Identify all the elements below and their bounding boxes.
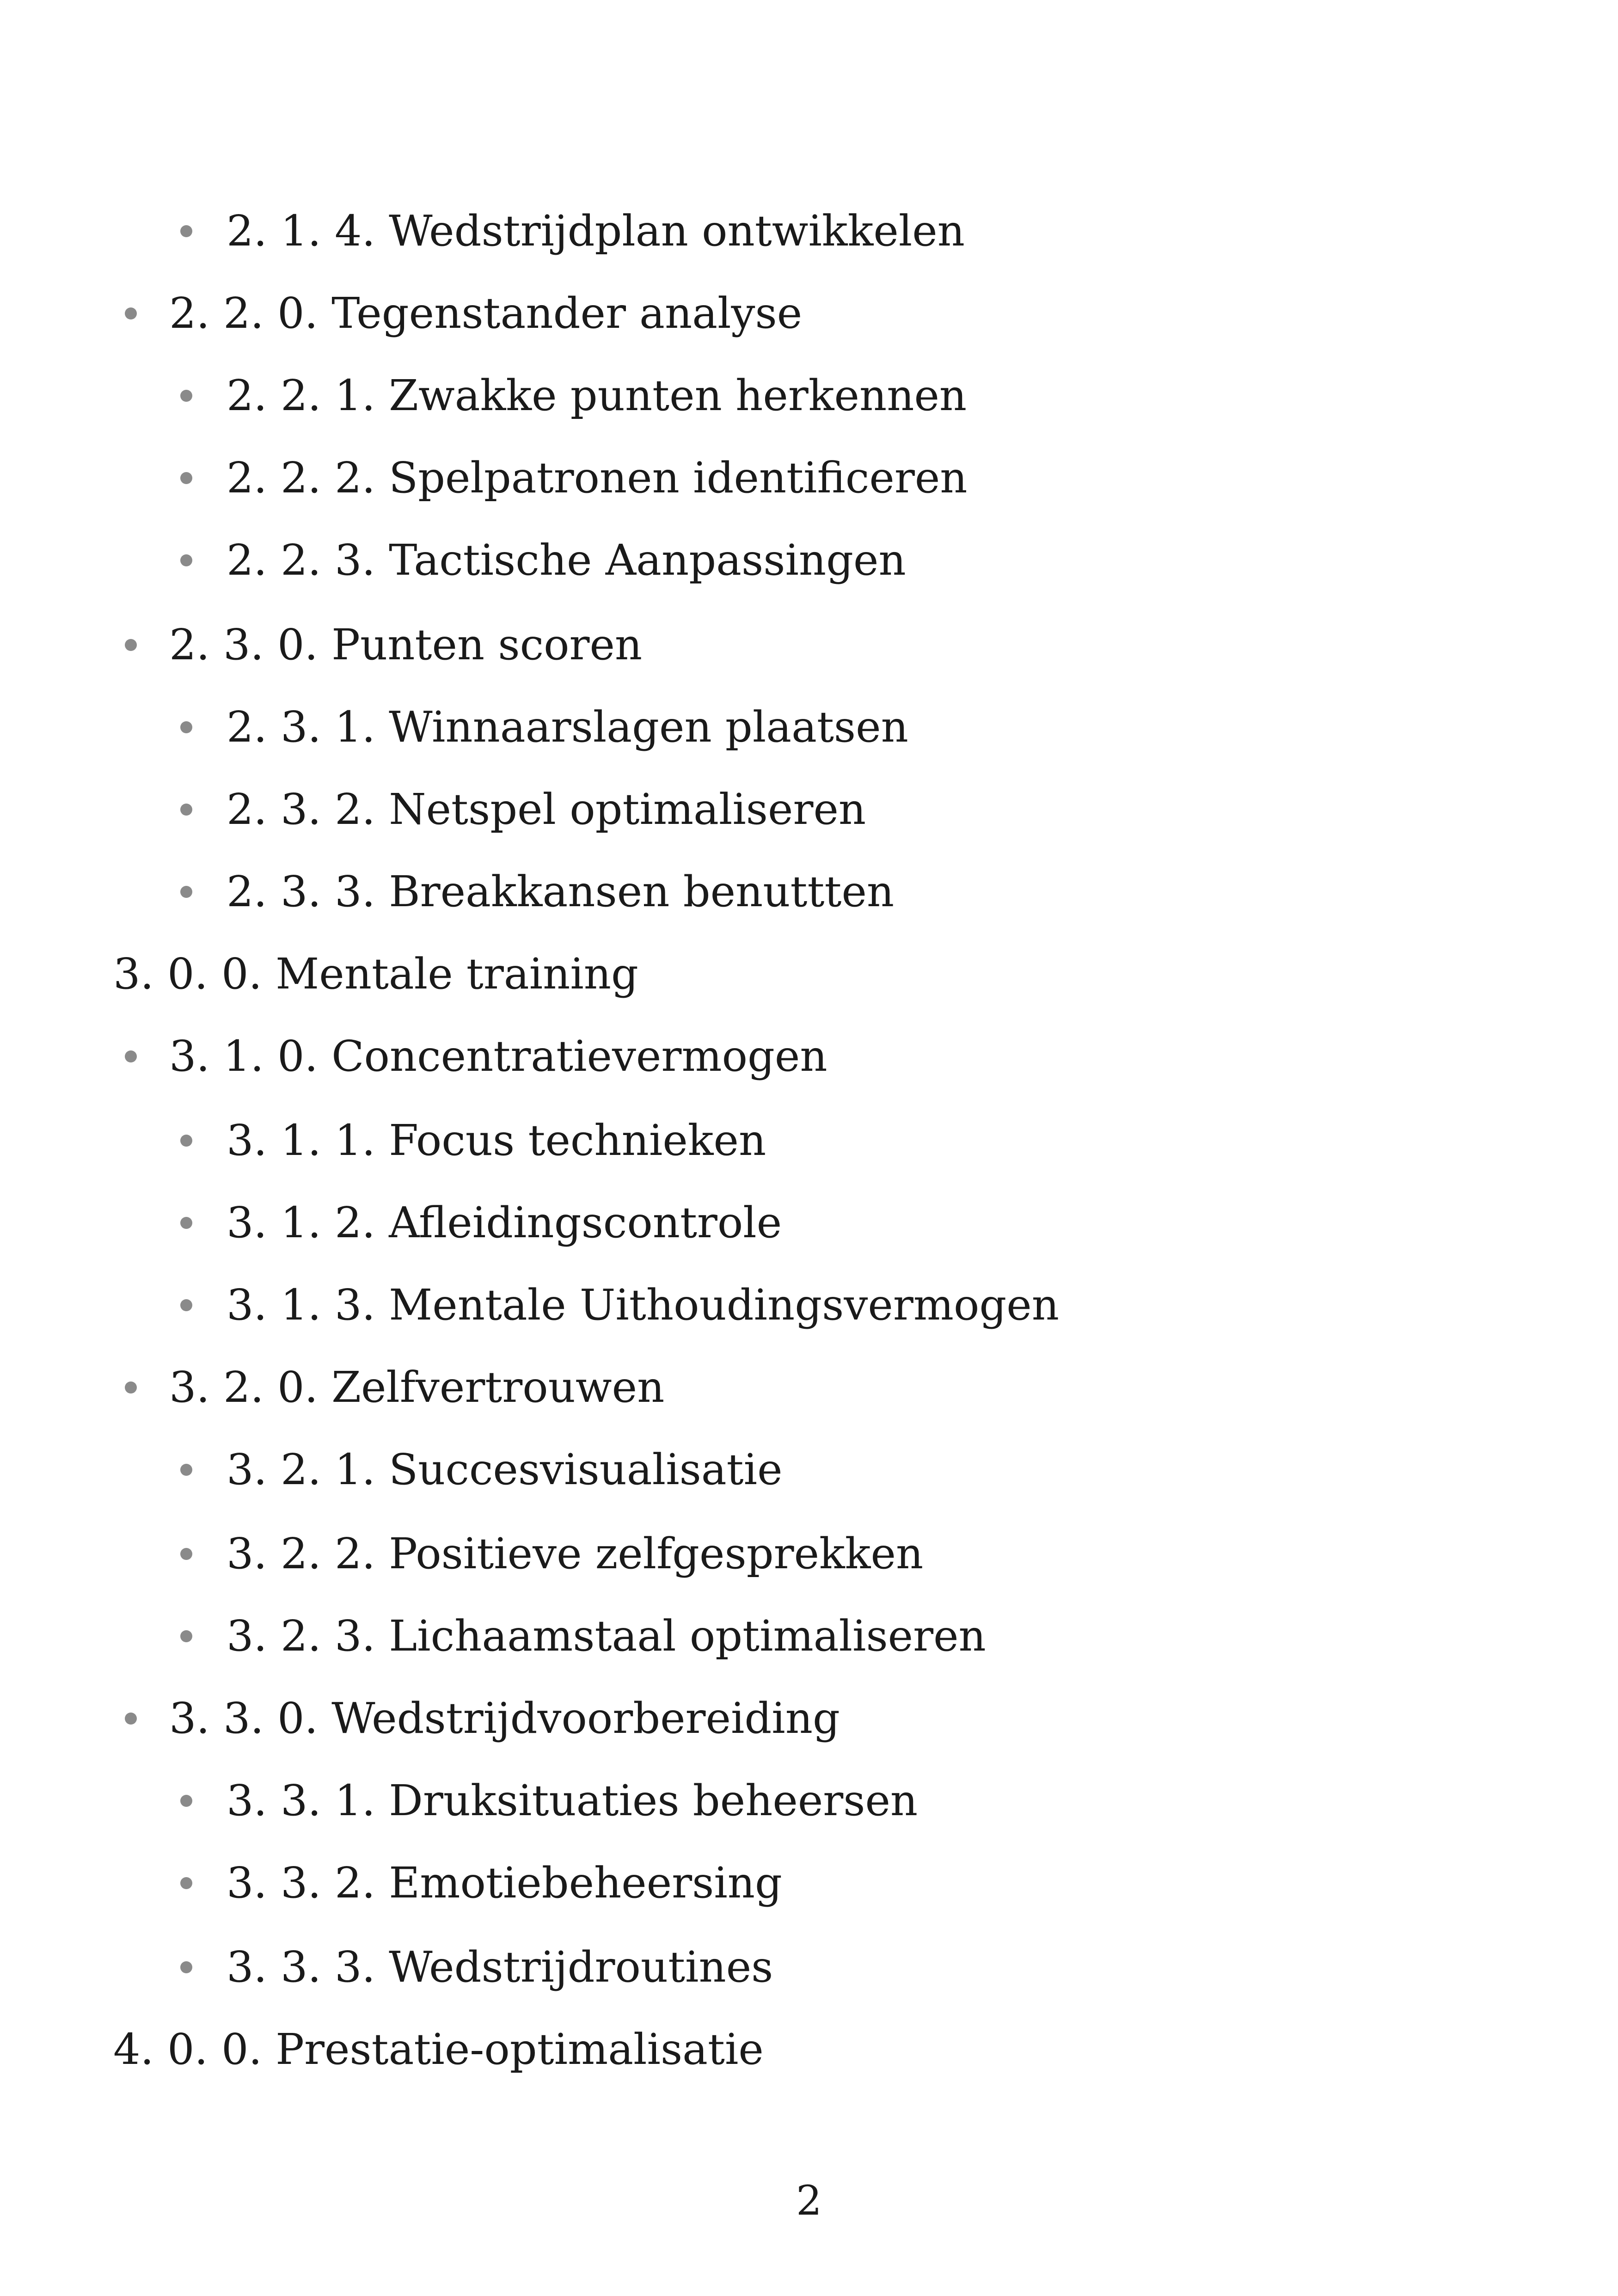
outline-item bbox=[180, 1113, 766, 1168]
outline-item-text: 3. 2. 2. Positieve zelfgesprekken bbox=[227, 1529, 924, 1578]
outline-item-text: 2. 3. 0. Punten scoren bbox=[169, 620, 643, 669]
outline-item bbox=[180, 700, 908, 755]
bullet-icon bbox=[125, 307, 137, 319]
bullet-icon bbox=[180, 1795, 192, 1807]
outline-item bbox=[125, 1360, 664, 1415]
outline-item bbox=[180, 1608, 986, 1664]
outline-item-text: 2. 2. 0. Tegenstander analyse bbox=[169, 289, 803, 338]
outline-item-text: 2. 1. 4. Wedstrijdplan ontwikkelen bbox=[227, 206, 965, 256]
bullet-icon bbox=[180, 225, 192, 237]
outline-item-text: 3. 3. 2. Emotiebeheersing bbox=[227, 1858, 782, 1908]
outline-item bbox=[125, 1029, 827, 1084]
outline-item-text: 2. 2. 3. Tactische Aanpassingen bbox=[227, 535, 906, 585]
bullet-icon bbox=[125, 1381, 137, 1394]
bullet-icon bbox=[180, 1299, 192, 1311]
outline-item-text: 3. 2. 1. Succesvisualisatie bbox=[227, 1445, 783, 1494]
outline-item bbox=[180, 1277, 1059, 1333]
outline-heading bbox=[113, 946, 638, 1002]
page-number: 2 bbox=[796, 2177, 822, 2224]
bullet-icon bbox=[180, 390, 192, 402]
outline-item bbox=[180, 1442, 783, 1498]
outline-item bbox=[125, 1691, 840, 1746]
outline-item bbox=[180, 1526, 923, 1582]
outline-item bbox=[180, 533, 906, 588]
bullet-icon bbox=[180, 1464, 192, 1476]
outline-item-text: 3. 3. 3. Wedstrijdroutines bbox=[227, 1942, 773, 1992]
bullet-icon bbox=[180, 886, 192, 898]
bullet-icon bbox=[180, 721, 192, 733]
outline-item-text: 2. 2. 1. Zwakke punten herkennen bbox=[227, 371, 967, 420]
outline-item-text: 3. 2. 3. Lichaamstaal optimaliseren bbox=[227, 1611, 986, 1661]
outline-item bbox=[125, 617, 642, 673]
outline-item-text: 3. 1. 2. Afleidingscontrole bbox=[227, 1198, 782, 1247]
outline-item-text: 3. 3. 0. Wedstrijdvoorbereiding bbox=[169, 1694, 840, 1743]
outline-item bbox=[125, 286, 802, 341]
outline-item bbox=[180, 1855, 782, 1911]
bullet-icon bbox=[180, 1135, 192, 1147]
bullet-icon bbox=[180, 472, 192, 484]
outline-item bbox=[180, 368, 967, 424]
outline-item bbox=[180, 1195, 782, 1251]
bullet-icon bbox=[125, 639, 137, 651]
outline-heading bbox=[113, 2022, 764, 2077]
bullet-icon bbox=[180, 1548, 192, 1560]
bullet-icon bbox=[180, 1877, 192, 1889]
outline-item bbox=[180, 782, 866, 837]
outline-item bbox=[180, 1940, 773, 1995]
outline-item-text: 4. 0. 0. Prestatie-optimalisatie bbox=[113, 2025, 764, 2074]
outline-item-text: 3. 2. 0. Zelfvertrouwen bbox=[169, 1363, 665, 1412]
outline-item-text: 2. 3. 3. Breakkansen benuttten bbox=[227, 867, 895, 916]
outline-item-text: 3. 1. 3. Mentale Uithoudingsvermogen bbox=[227, 1280, 1060, 1330]
bullet-icon bbox=[180, 1630, 192, 1642]
outline-item-text: 3. 3. 1. Druksituaties beheersen bbox=[227, 1776, 918, 1825]
outline-item bbox=[180, 864, 894, 920]
outline-item-text: 2. 3. 2. Netspel optimaliseren bbox=[227, 785, 866, 834]
outline-item-text: 2. 2. 2. Spelpatronen identificeren bbox=[227, 453, 968, 503]
outline-item-text: 2. 3. 1. Winnaarslagen plaatsen bbox=[227, 702, 908, 752]
outline-item-text: 3. 1. 0. Concentratievermogen bbox=[169, 1031, 827, 1081]
outline-item-text: 3. 1. 1. Focus technieken bbox=[227, 1116, 766, 1165]
bullet-icon bbox=[125, 1713, 137, 1725]
bullet-icon bbox=[180, 1961, 192, 1973]
bullet-icon bbox=[125, 1050, 137, 1062]
bullet-icon bbox=[180, 1217, 192, 1229]
bullet-icon bbox=[180, 554, 192, 566]
outline-item bbox=[180, 203, 965, 259]
outline-item bbox=[180, 450, 968, 506]
outline-item-text: 3. 0. 0. Mentale training bbox=[113, 949, 638, 999]
bullet-icon bbox=[180, 804, 192, 816]
outline-item bbox=[180, 1773, 918, 1829]
